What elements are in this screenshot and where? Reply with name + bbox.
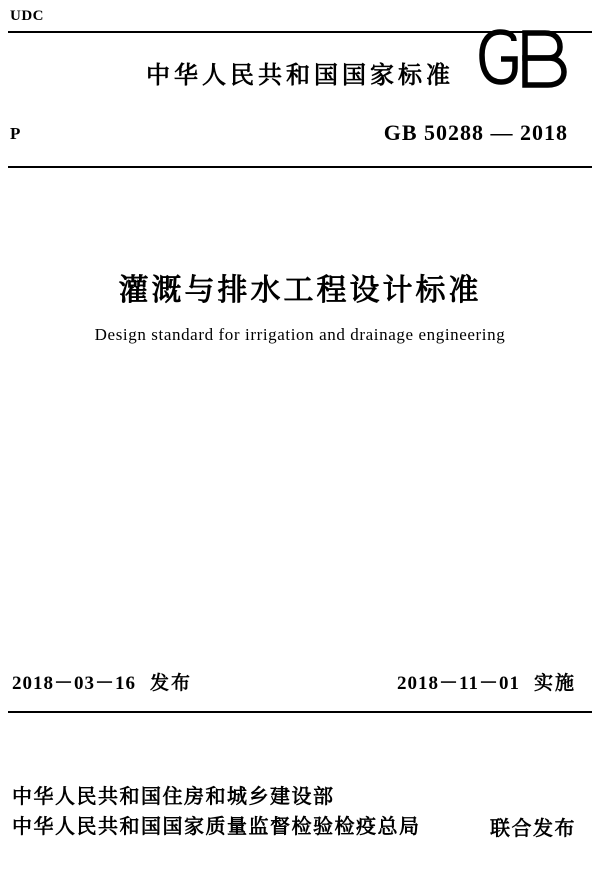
publisher-2: 中华人民共和国国家质量监督检验检疫总局 [12, 816, 421, 838]
issue-label: 发布 [150, 673, 193, 694]
udc-label: UDC [10, 8, 44, 24]
issue-date-block [12, 668, 192, 695]
document-title-cn: 灌溉与排水工程设计标准 [118, 274, 482, 307]
publisher-1: 中华人民共和国住房和城乡建设部 [12, 786, 335, 808]
divider-bottom [8, 711, 592, 713]
standard-number: GB 50288 — 2018 [383, 120, 568, 145]
document-title-en: Design standard for irrigation and drainage engineering [94, 325, 506, 344]
issue-date: 2018－03－16 [12, 673, 137, 694]
joint-issue-label: 联合发布 [490, 818, 576, 840]
effective-label: 实施 [533, 673, 576, 694]
publisher-list [12, 782, 421, 842]
effective-date-block [397, 668, 576, 695]
effective-date: 2018－11－01 [397, 673, 520, 694]
divider-middle [8, 166, 592, 168]
classification-mark: P [10, 124, 21, 143]
national-standard-heading: 中华人民共和国国家标准 [146, 63, 454, 89]
gb-logo-icon [475, 28, 570, 90]
